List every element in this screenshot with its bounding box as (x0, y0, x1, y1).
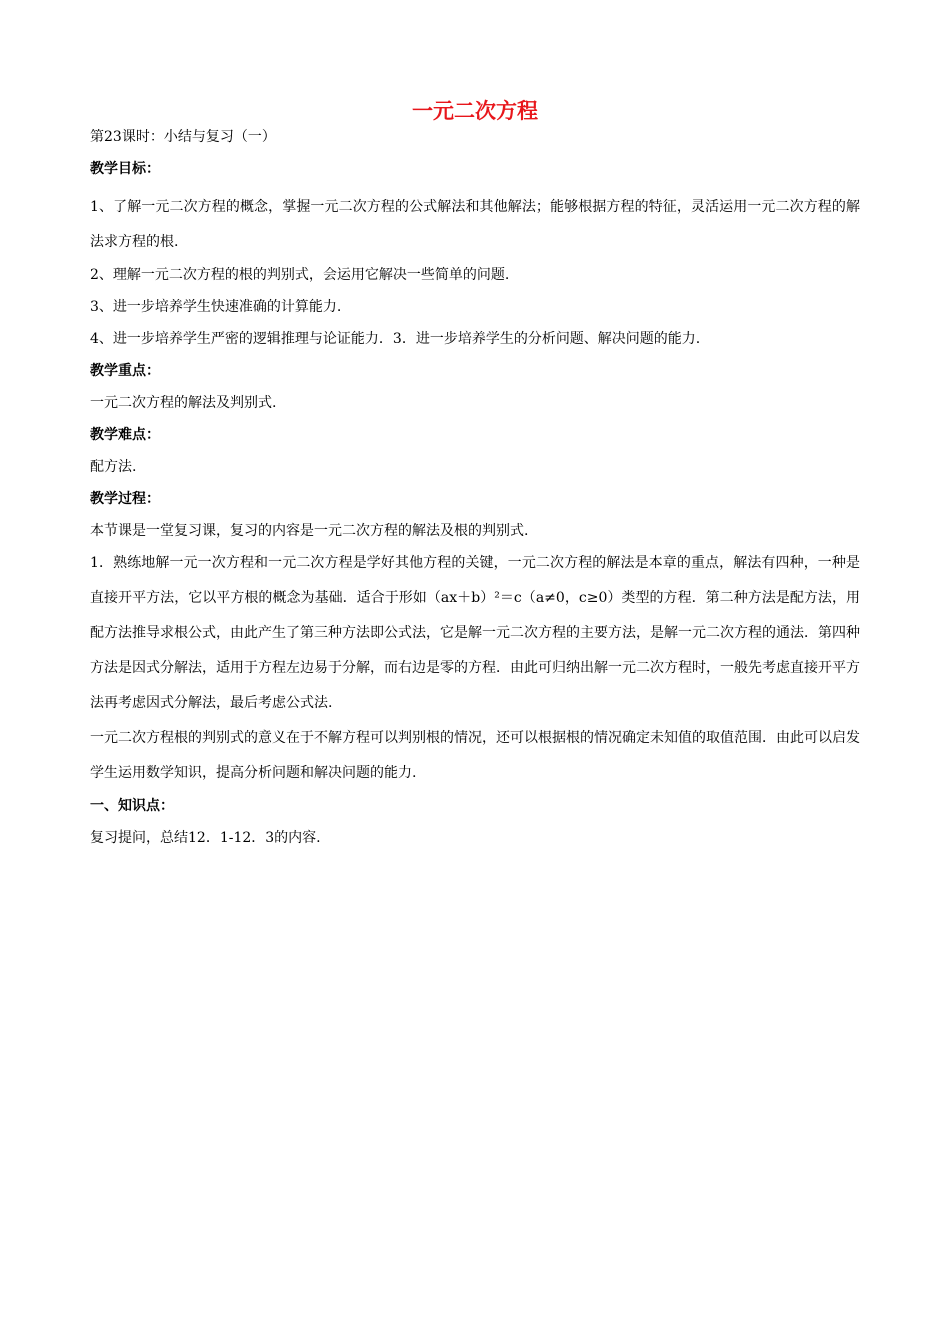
key-text: 一元二次方程的解法及判别式. (90, 395, 277, 411)
knowledge-heading: 一、知识点： (90, 798, 174, 814)
key-heading: 教学重点： (90, 363, 160, 379)
document-title: 一元二次方程 (412, 99, 538, 123)
lesson-subtitle: 第23课时：小结与复习（一） (90, 129, 276, 145)
goal-3: 3、进一步培养学生快速准确的计算能力. (90, 299, 342, 315)
process-paragraph-2: 一元二次方程根的判别式的意义在于不解方程可以判别根的情况，还可以根据根的情况确定未知值的取值范围．由此可以启发学生运用数学知识，提高分析问题和解决问题的能力. (90, 730, 860, 781)
goal-4: 4、进一步培养学生严密的逻辑推理与论证能力．3．进一步培养学生的分析问题、解决问题的能力. (90, 331, 701, 347)
process-paragraph-1: 1．熟练地解一元一次方程和一元二次方程是学好其他方程的关键，一元二次方程的解法是本章的重点，解法有四种，一种是直接开平方法，它以平方根的概念为基础．适合于形如（ax＋b）²＝c（a≠0，c≥0）类型的方程．第二种方法是配方法，用配方法推导求根公式，由此产生了第三种方法即公式法，它是解一元二次方程的主要方法，是解一元二次方程的通法．第四种方法是因式分解法，适用于方程左边易于分解，而右边是零的方程．由此可归纳出解一元二次方程时，一般先考虑直接开平方法再考虑因式分解法，最后考虑公式法. (90, 555, 860, 711)
difficulty-heading: 教学难点： (90, 427, 160, 443)
difficulty-text: 配方法. (90, 459, 137, 475)
knowledge-text: 复习提问，总结12．1-12．3的内容. (90, 830, 321, 846)
goal-2: 2、理解一元二次方程的根的判别式，会运用它解决一些简单的问题. (90, 267, 510, 283)
document-page (90, 96, 860, 859)
process-intro: 本节课是一堂复习课，复习的内容是一元二次方程的解法及根的判别式. (90, 523, 529, 539)
goals-heading: 教学目标： (90, 161, 160, 177)
process-heading: 教学过程： (90, 491, 160, 507)
goal-1: 1、了解一元二次方程的概念，掌握一元二次方程的公式解法和其他解法；能够根据方程的特征，灵活运用一元二次方程的解法求方程的根. (90, 199, 860, 250)
